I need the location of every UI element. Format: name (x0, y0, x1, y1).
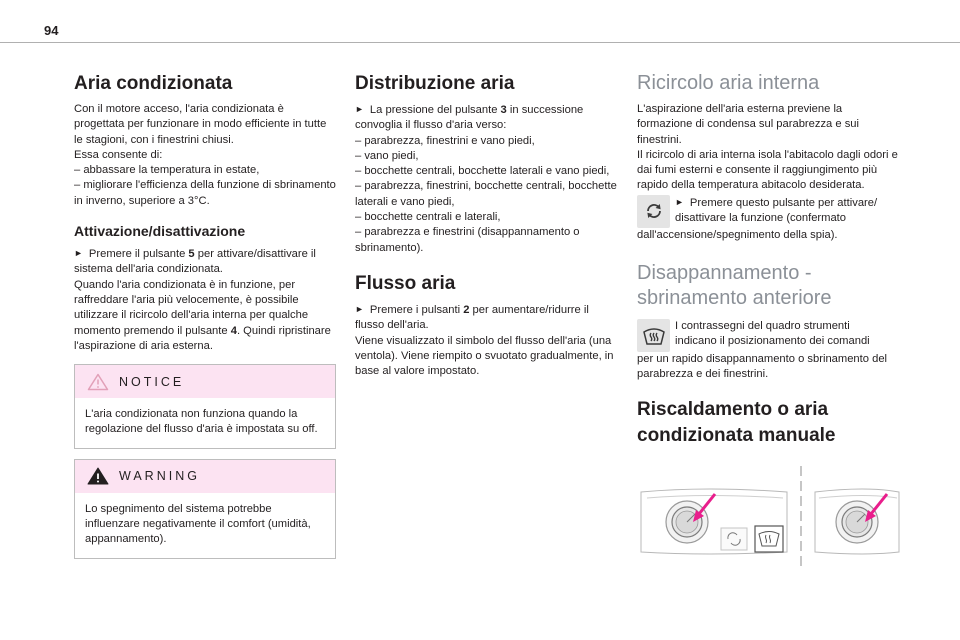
notice-header (75, 365, 335, 398)
left-knob (666, 501, 708, 543)
notice-title: NOTICE (119, 374, 185, 389)
column-1 (74, 72, 336, 559)
list-item: – migliorare l'efficienza della funzione di sbrinamento in inverno, superiore a 3°C. (74, 179, 336, 207)
list-item: – bocchette centrali e laterali, (355, 211, 501, 224)
paragraph: Viene visualizzato il simbolo del flusso dell'aria (una ventola). Viene riempito o svuotato gradualmente, in base al valore impostato. (355, 334, 614, 378)
page-number: 94 (44, 23, 59, 38)
column-3 (637, 71, 899, 449)
section-title-distribuzione-aria: Distribuzione aria (355, 73, 515, 94)
paragraph: I contrassegni del quadro strumenti (675, 320, 850, 333)
warning-body (75, 493, 335, 558)
list-item: – abbassare la temperatura in estate, (74, 164, 260, 177)
instruction-step: ► Premere il pulsante 5 per attivare/disattivare il sistema dell'aria condizionata. (74, 248, 316, 276)
climate-control-panel-illustration (637, 462, 901, 572)
paragraph: L'aspirazione dell'aria esterna previene la formazione di condensa sul parabrezza e sui finestrini. (637, 103, 860, 146)
paragraph: Il ricircolo di aria interna isola l'abitacolo dagli odori e dai fumi esterni e consente il raggiungimento più rapido della temperatura abitacolo desiderata. (637, 148, 898, 192)
paragraph: indicano il posizionamento dei comandi (675, 335, 870, 348)
section-title-disappannamento: Disappannamento - sbrinamento anteriore (637, 262, 832, 310)
instruction-step: ► La pressione del pulsante 3 in successione convoglia il flusso d'aria verso: (355, 104, 584, 132)
arrow-bullet-icon: ► (355, 303, 364, 314)
warning-triangle-filled-icon (87, 467, 109, 485)
section-title-flusso-aria: Flusso aria (355, 272, 456, 294)
instruction-step-cont: disattivare la funzione (confermato (675, 212, 847, 225)
list-item: – parabrezza, finestrini, bocchette centrali, bocchette laterali e vano piedi, (355, 180, 617, 208)
paragraph: Con il motore acceso, l'aria condizionata è progettata per funzionare in modo efficiente in tutte le stagioni, con i finestrini chiusi. (74, 103, 327, 146)
section-title-riscaldamento: Riscaldamento o aria condizionata manuale (637, 398, 836, 446)
list-item: – bocchette centrali, bocchette laterali e vano piedi, (355, 165, 610, 178)
section-title-aria-condizionata: Aria condizionata (74, 73, 233, 94)
arrow-bullet-icon: ► (355, 104, 364, 114)
windshield-defrost-icon (637, 319, 670, 352)
paragraph: Essa consente di: (74, 148, 163, 161)
paragraph: Quando l'aria condizionata è in funzione, per raffreddare l'aria più velocemente, è possibile utilizzare il ricircolo dell'aria interna per qualche momento premendo il pulsante 4. Quindi ripristinare l'aspirazione di aria esterna. (74, 278, 331, 352)
defrost-row (637, 319, 899, 352)
instruction-step-cont: dall'accensione/spegnimento della spia). (637, 228, 838, 241)
list-item: – parabrezza, finestrini e vano piedi, (355, 134, 535, 147)
list-item: – parabrezza e finestrini (disappannamento o sbrinamento). (355, 226, 580, 254)
instruction-step: ► Premere questo pulsante per attivare/ (675, 196, 878, 209)
notice-box (74, 364, 336, 449)
paragraph: per un rapido disappannamento o sbrinamento del parabrezza e dei finestrini. (637, 353, 888, 381)
list-item: – vano piedi, (355, 149, 419, 162)
warning-box (74, 459, 336, 559)
arrow-bullet-icon: ► (675, 196, 684, 207)
warning-text: Lo spegnimento del sistema potrebbe influenzare negativamente il comfort (umidità, appannamento). (85, 502, 311, 546)
recirculation-button-small (721, 528, 747, 550)
recirculation-icon (637, 195, 670, 228)
right-knob (836, 501, 878, 543)
header-divider (0, 42, 960, 43)
notice-text: L'aria condizionata non funziona quando la regolazione del flusso d'aria è impostata su off. (85, 408, 318, 436)
section-title-ricircolo: Ricircolo aria interna (637, 72, 820, 94)
arrow-bullet-icon: ► (74, 248, 83, 259)
subsection-title-attivazione: Attivazione/disattivazione (74, 223, 246, 240)
warning-triangle-outline-icon (87, 373, 109, 391)
notice-body (75, 398, 335, 448)
warning-header (75, 460, 335, 493)
recirculation-step (637, 195, 899, 228)
warning-title: WARNING (119, 469, 200, 484)
column-2 (355, 72, 617, 379)
instruction-step: ► Premere i pulsanti 2 per aumentare/ridurre il flusso dell'aria. (355, 303, 589, 332)
windshield-defrost-button-small (755, 526, 783, 552)
